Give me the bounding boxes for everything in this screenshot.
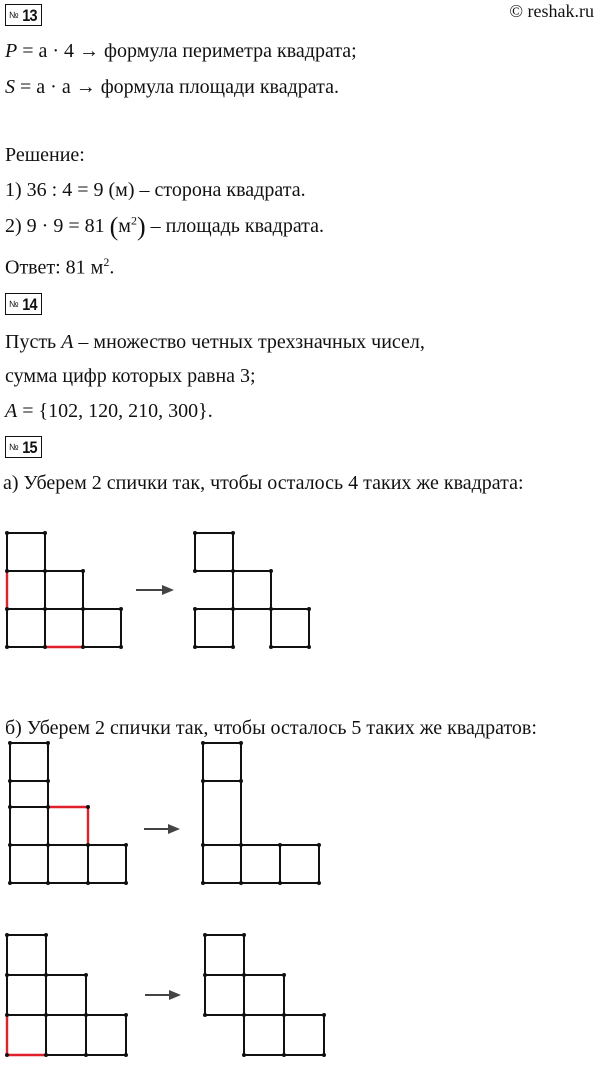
site-watermark: © reshak.ru bbox=[509, 1, 594, 21]
matches-figure-b1-before bbox=[0, 735, 140, 895]
matches-figure-a-before bbox=[0, 525, 130, 650]
task-14-set: A = {102, 120, 210, 300}. bbox=[5, 400, 213, 422]
arrow-b2-icon bbox=[169, 990, 181, 1000]
task-14-line-2: сумма цифр которых равна 3; bbox=[5, 365, 256, 387]
task-15-part-b: б) Уберем 2 спички так, чтобы осталось 5 таких же квадратов: bbox=[5, 717, 537, 739]
solution-step-2: 2) 9 · 9 = 81 $(м^2)$ – площадь квадрата. bbox=[5, 212, 325, 241]
answer-13: Ответ: 81 $м^2$. bbox=[5, 255, 115, 279]
matches-figure-a-after bbox=[190, 525, 320, 650]
arrow-b1-icon bbox=[168, 824, 180, 834]
task-14-line-1: Пусть A – множество четных трехзначных чисел, bbox=[5, 331, 425, 353]
solution-label: Решение: bbox=[5, 144, 85, 166]
matches-figure-b1-after bbox=[195, 735, 335, 895]
task-14-label: № 14 bbox=[5, 293, 42, 315]
arrow-a-shaft bbox=[136, 589, 164, 591]
task-15-part-a: а) Уберем 2 спички так, чтобы осталось 4 таких же квадрата: bbox=[3, 472, 524, 494]
matches-figure-b2-before bbox=[0, 928, 140, 1058]
area-formula: S = a · a → формула площади квадрата. bbox=[5, 76, 340, 98]
arrow-b2-shaft bbox=[145, 994, 171, 996]
task-13-label: № 13 bbox=[5, 4, 42, 26]
task-15-label: № 15 bbox=[5, 436, 42, 458]
matches-figure-b2-after bbox=[198, 928, 338, 1058]
solution-step-1: 1) 36 : 4 = 9 (м) – сторона квадрата. bbox=[5, 179, 306, 201]
perimeter-formula: P = a · 4 → формула периметра квадрата; bbox=[5, 40, 357, 62]
arrow-a-icon bbox=[162, 585, 174, 595]
arrow-b1-shaft bbox=[144, 828, 170, 830]
